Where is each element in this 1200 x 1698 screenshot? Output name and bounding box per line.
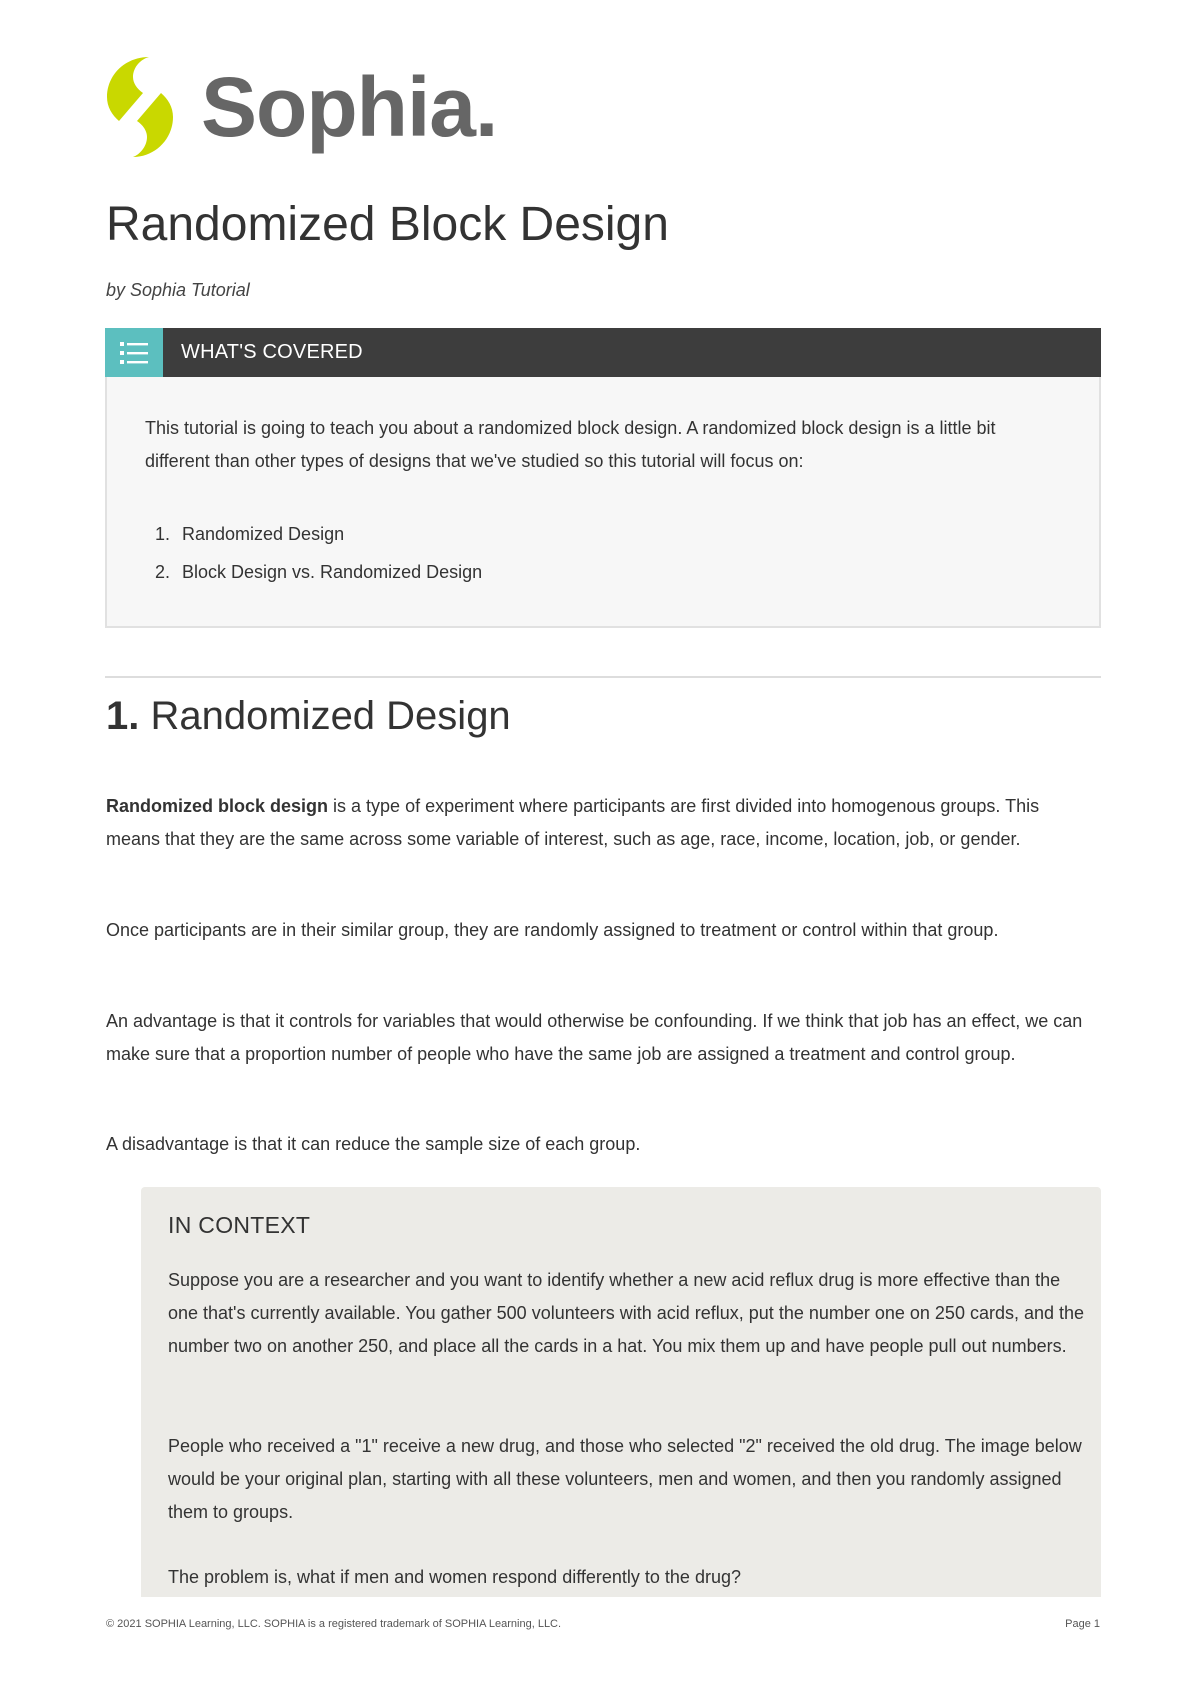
whats-covered-header bbox=[105, 328, 1101, 377]
footer-copyright: © 2021 SOPHIA Learning, LLC. SOPHIA is a registered trademark of SOPHIA Learning, LLC. bbox=[106, 1618, 562, 1630]
in-context-title: IN CONTEXT bbox=[168, 1212, 311, 1238]
paragraph: Once participants are in their similar group, they are randomly assigned to treatment or control within that group. bbox=[106, 920, 999, 940]
section-divider bbox=[105, 676, 1101, 678]
section-heading: 1. Randomized Design bbox=[106, 694, 511, 738]
list-icon bbox=[105, 328, 163, 377]
whats-covered-title: WHAT'S COVERED bbox=[181, 341, 363, 363]
paragraph-disadvantage: A disadvantage is that it can reduce the sample size of each group. bbox=[106, 1134, 641, 1154]
sophia-logo bbox=[103, 55, 497, 159]
sophia-logo-text: Sophia. bbox=[201, 60, 498, 154]
in-context-paragraph: The problem is, what if men and women respond differently to the drug? bbox=[168, 1567, 741, 1587]
footer-page-number: Page 1 bbox=[1065, 1618, 1100, 1630]
term-randomized-block-design: Randomized block design bbox=[106, 796, 329, 816]
paragraph-advantage: An advantage is that it controls for variables that would otherwise be confounding. If we think that job has an effect, we can make sure that a proportion number of people who have the same job are assigned a treatment and control group. bbox=[106, 1011, 1083, 1064]
byline: by Sophia Tutorial bbox=[106, 280, 250, 300]
in-context-box bbox=[141, 1187, 1101, 1597]
list-item: 2. Block Design vs. Randomized Design bbox=[155, 562, 483, 582]
paragraph-definition: Randomized block design is a type of experiment where participants are first divided into homogenous groups. This means that they are the same across some variable of interest, such as age, race, income, location, job, or gender. bbox=[106, 796, 1040, 849]
in-context-paragraph: People who received a "1" receive a new drug, and those who selected "2" received the old drug. The image below would be your original plan, starting with all these volunteers, men and women, and then you randomly assigned them to groups. bbox=[168, 1436, 1082, 1522]
whats-covered-intro: This tutorial is going to teach you about a randomized block design. A randomized block design is a little bit different than other types of designs that we've studied so this tutorial will focus on: bbox=[145, 418, 996, 471]
list-item: 1. Randomized Design bbox=[155, 524, 345, 544]
sophia-logo-icon bbox=[103, 55, 177, 159]
page-title: Randomized Block Design bbox=[106, 198, 669, 251]
whats-covered-list bbox=[155, 518, 482, 594]
in-context-paragraph: Suppose you are a researcher and you want to identify whether a new acid reflux drug is more effective than the one that's currently available. You gather 500 volunteers with acid reflux, put the number one on 250 cards, and the number two on another 250, and place all the cards in a hat. You mix them up and have people pull out numbers. bbox=[168, 1270, 1085, 1356]
